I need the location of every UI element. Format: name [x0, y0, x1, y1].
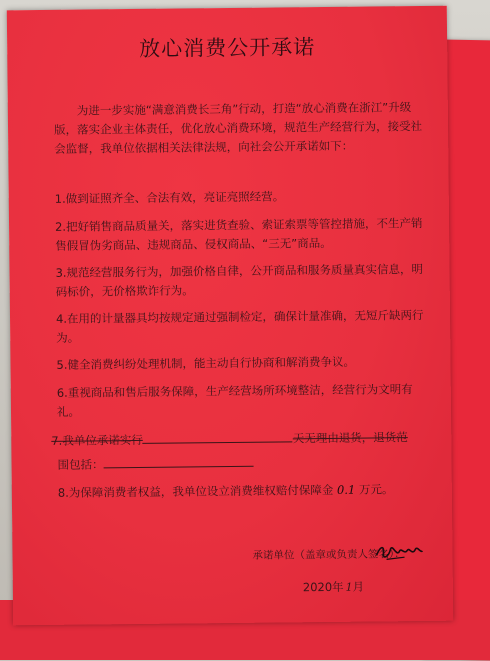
commitment-item-7-cont: [57, 452, 429, 475]
signer-label: 承诺单位（盖章或负责人签名）：: [252, 548, 405, 562]
item-7-scope-blank: [103, 454, 253, 469]
commitment-item-4: 4.在用的计量器具均按规定通过强制检定，确保计量准确，无短斤缺两行为。: [55, 307, 424, 345]
item-7-scope-label: 围包括：: [57, 457, 104, 472]
commitment-item-8: [58, 480, 430, 503]
item-8-suffix: 万元。: [358, 482, 394, 497]
commitment-item-2: 2.把好销售商品质量关，落实进货查验、索证索票等管控措施，不生产销售假冒伪劣商品、违规商品、侵权商品、“三无”商品。: [54, 215, 423, 253]
commitment-item-6: 6.重视商品和售后服务保障，生产经营场所环境整洁，经营行为文明有礼。: [56, 382, 413, 419]
commitment-item-3: 3.规范经营服务行为，加强价格自律，公开商品和服务质量真实信息，明码标价，无价格欺诈行为。: [55, 261, 424, 299]
handwritten-signature: [374, 541, 424, 564]
item-7-days-blank: [143, 429, 293, 444]
intro-paragraph: 为进一步实施“满意消费长三角”行动，打造“放心消费在浙江”升级版，落实企业主体责任，优化放心消费环境，规范生产经营行为，接受社会监督，我单位依据相关法律法规，向社会公开承诺如下：: [53, 100, 423, 156]
commitment-item-7: [51, 428, 423, 451]
item-7-text-b: 天无理由退货，退货范: [292, 430, 408, 446]
commitment-item-5: 5.健全消费纠纷处理机制，能主动自行协商和解消费争议。: [56, 354, 356, 372]
commitment-date: [303, 579, 364, 596]
commitment-item-1: 1.做到证照齐全、合法有效，亮证亮照经营。: [54, 189, 285, 206]
date-month-suffix: 月: [352, 579, 365, 594]
date-year: 2020年: [302, 579, 344, 595]
date-month-handwritten: 1: [345, 580, 353, 594]
document-title: 放心消费公开承诺: [139, 35, 316, 61]
item-8-prefix: 8.为保障消费者权益，我单位设立消费维权赔付保障金: [57, 482, 334, 500]
item-7-text: 7.我单位承诺实行: [51, 432, 143, 448]
commitment-document: [7, 6, 453, 626]
item-8-amount-handwritten: 0.1: [336, 482, 356, 497]
